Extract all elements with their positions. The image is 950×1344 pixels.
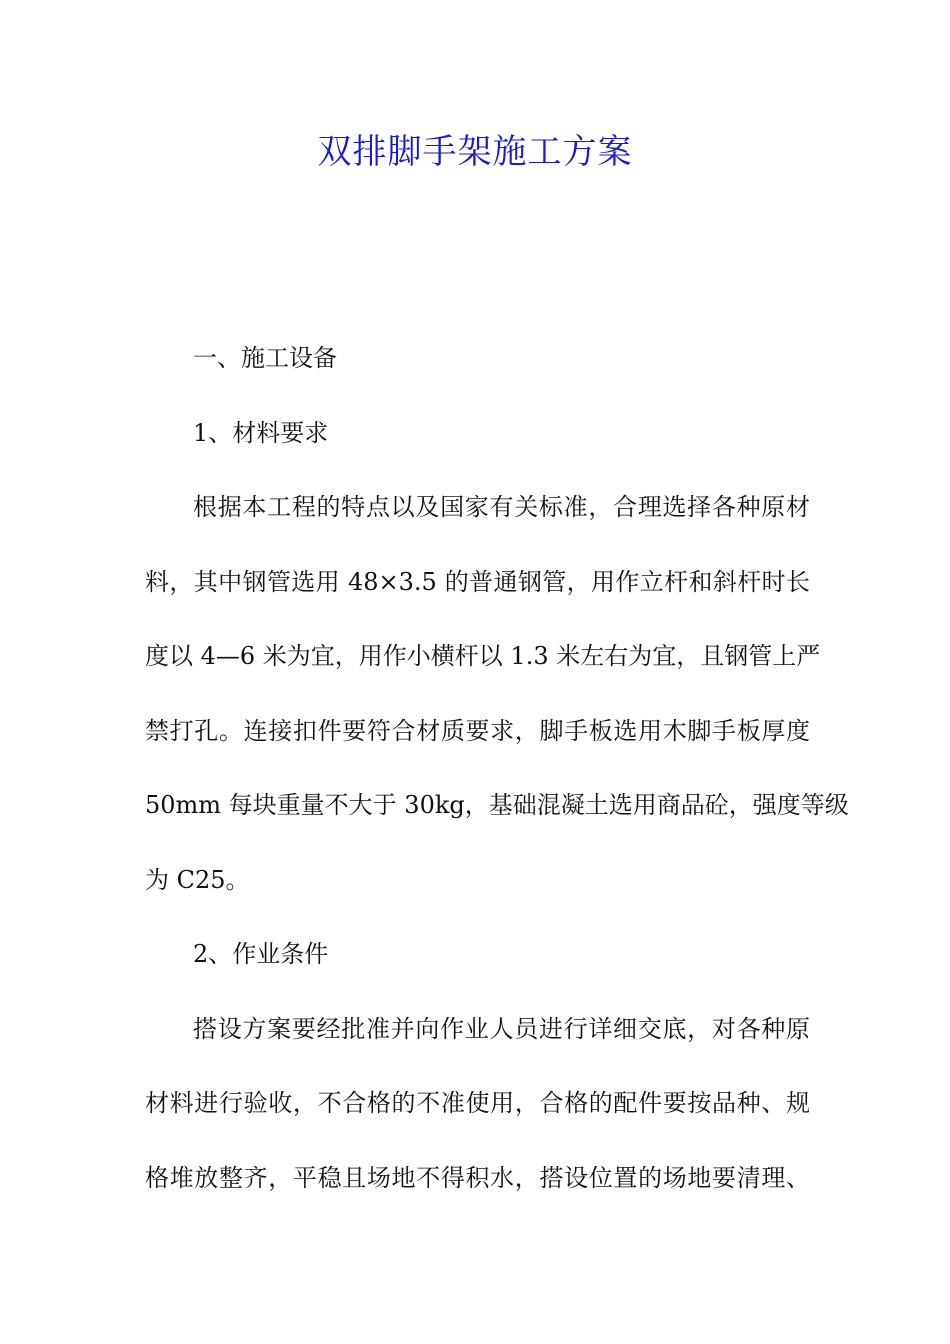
paragraph-line: 料，其中钢管选用 48×3.5 的普通钢管，用作立杆和斜杆时长: [145, 567, 810, 596]
paragraph-line: 度以 4—6 米为宜，用作小横杆以 1.3 米左右为宜，且钢管上严: [145, 642, 821, 670]
paragraph-line: 50mm 每块重量不大于 30kg，基础混凝土选用商品砼，强度等级: [145, 791, 849, 819]
conditions-paragraph: [145, 992, 810, 1216]
paragraph-line: 格堆放整齐，平稳且场地不得积水，搭设位置的场地要清理、: [145, 1163, 810, 1192]
subsection-heading-conditions: 2、作业条件: [193, 940, 329, 968]
subsection-heading-materials: 1、材料要求: [193, 418, 329, 447]
section-heading-equipment: 一、施工设备: [193, 344, 337, 372]
paragraph-line: 根据本工程的特点以及国家有关标准，合理选择各种原材: [193, 493, 810, 521]
document-title: 双排脚手架施工方案: [317, 132, 633, 172]
document-body: [145, 321, 849, 1215]
materials-paragraph: [145, 470, 849, 917]
paragraph-line: 禁打孔。连接扣件要符合材质要求，脚手板选用木脚手板厚度: [145, 716, 810, 745]
paragraph-line: 为 C25。: [145, 865, 250, 894]
paragraph-line: 材料进行验收，不合格的不准使用，合格的配件要按品种、规: [145, 1089, 810, 1117]
paragraph-line: 搭设方案要经批准并向作业人员进行详细交底，对各种原: [193, 1014, 810, 1043]
